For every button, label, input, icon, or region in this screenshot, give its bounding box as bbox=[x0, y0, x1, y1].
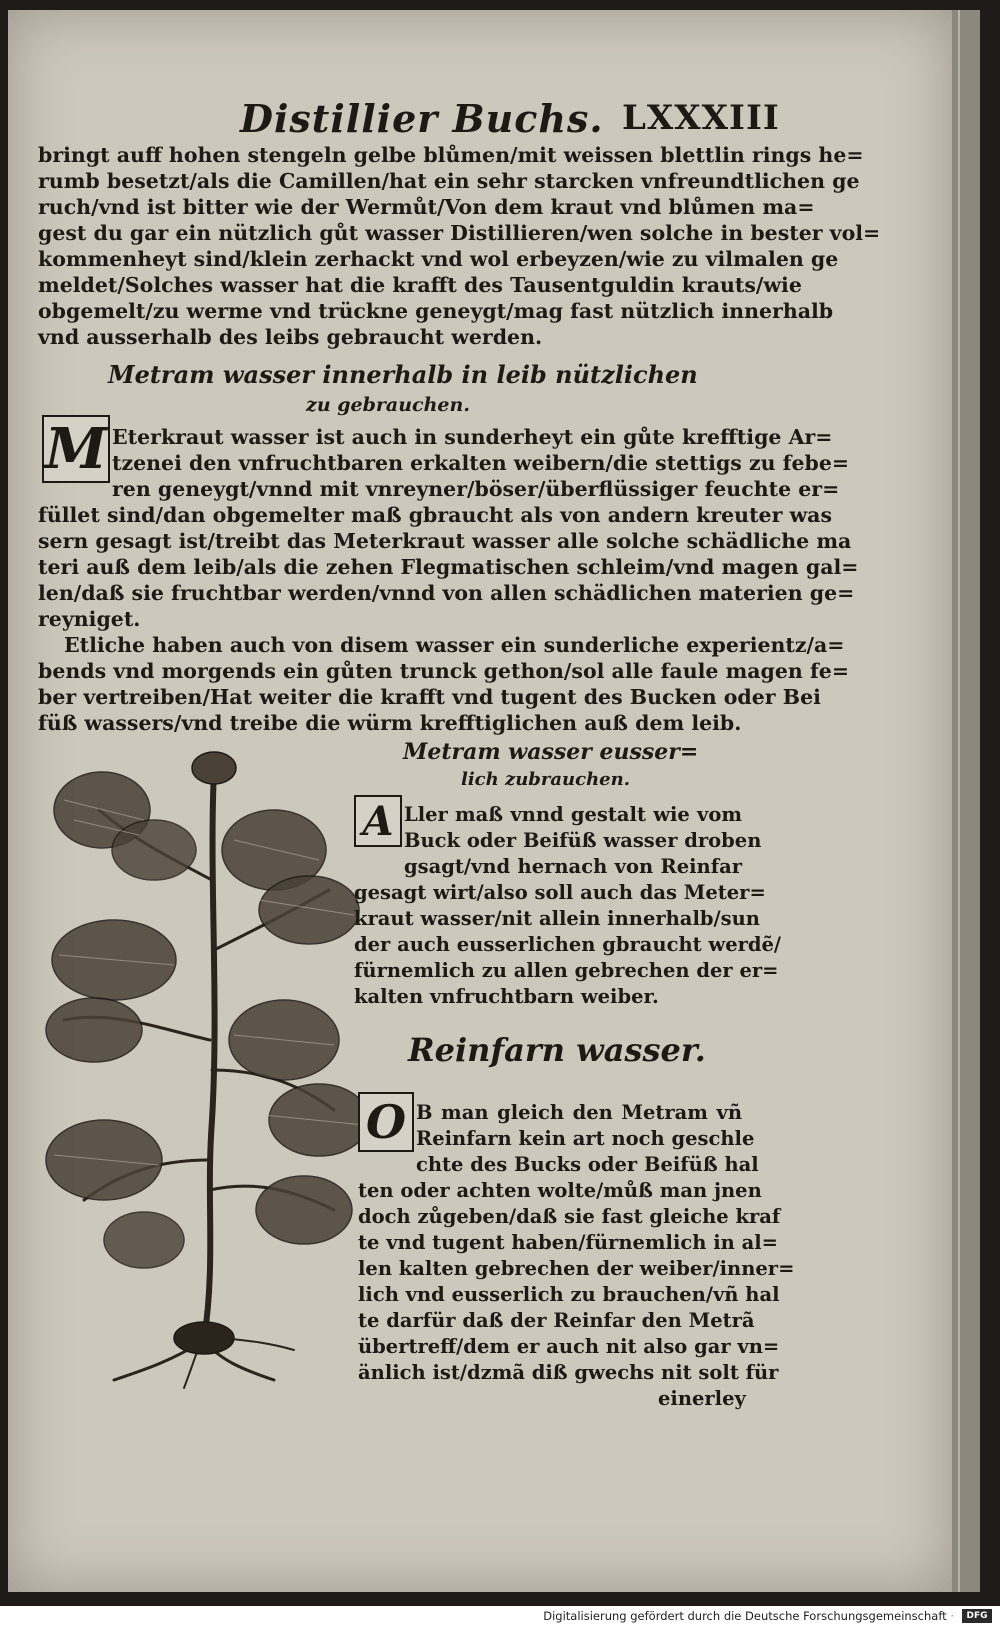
text-line: ruch/vnd ist bitter wie der Wermůt/Von dem kraut vnd blůmen ma= bbox=[38, 195, 815, 219]
text-line: doch zůgeben/daß sie fast gleiche kraf bbox=[358, 1205, 781, 1228]
text-line: te darfür daß der Reinfar den Metrã bbox=[358, 1309, 755, 1332]
text-line: obgemelt/zu werme vnd trückne geneygt/mag fast nützlich innerhalb bbox=[38, 299, 834, 323]
leaf bbox=[104, 1212, 184, 1268]
catchword-text: einerley bbox=[658, 1387, 746, 1410]
heading-line: Reinfarn wasser. bbox=[408, 1031, 706, 1069]
catchword bbox=[658, 1386, 746, 1412]
text-line: gest du gar ein nützlich gůt wasser Distillieren/wen solche in bester vol= bbox=[38, 221, 881, 245]
text-line: te vnd tugent haben/fürnemlich in al= bbox=[358, 1231, 778, 1254]
text-line: Eterkraut wasser ist auch in sunderheyt ein gůte krefftige Ar= bbox=[112, 425, 833, 449]
drop-capital-letter: O bbox=[365, 1095, 407, 1149]
text-line: fürnemlich zu allen gebrechen der er= bbox=[354, 959, 779, 982]
section2-paragraph-indented bbox=[404, 802, 762, 880]
text-line: Reinfarn kein art noch geschle bbox=[416, 1127, 755, 1150]
intro-paragraph bbox=[38, 142, 881, 350]
book-page bbox=[8, 10, 952, 1592]
text-line: len kalten gebrechen der weiber/inner= bbox=[358, 1257, 795, 1280]
text-line: gsagt/vnd hernach von Reinfar bbox=[404, 855, 742, 878]
section-heading-metram-inner bbox=[108, 360, 698, 420]
text-line: meldet/Solches wasser hat die krafft des Tausentguldin krauts/wie bbox=[38, 273, 802, 297]
text-line: ber vertreiben/Hat weiter die krafft vnd tugent des Bucken oder Bei bbox=[38, 685, 821, 709]
text-line: der auch eusserlichen gbraucht werdẽ/ bbox=[354, 933, 782, 956]
digitization-footer bbox=[0, 1606, 1000, 1627]
text-line: teri auß dem leib/als die zehen Flegmatischen schleim/vnd magen gal= bbox=[38, 555, 859, 579]
heading-line: Metram wasser innerhalb in leib nützlichen bbox=[108, 360, 698, 389]
text-line: Buck oder Beifüß wasser droben bbox=[404, 829, 762, 852]
text-line: sern gesagt ist/treibt das Meterkraut wasser alle solche schädliche ma bbox=[38, 529, 852, 553]
text-line: übertreff/dem er auch nit also gar vn= bbox=[358, 1335, 780, 1358]
text-line: B man gleich den Metram vñ bbox=[416, 1101, 742, 1124]
section2-paragraph bbox=[354, 880, 782, 1010]
leaf bbox=[256, 1176, 352, 1244]
text-line: ren geneygt/vnnd mit vnreyner/böser/überflüssiger feuchte er= bbox=[112, 477, 840, 501]
text-line: vnd ausserhalb des leibs gebraucht werden. bbox=[38, 325, 543, 349]
drop-capital-letter: A bbox=[362, 797, 394, 845]
page-edge-strip bbox=[952, 10, 980, 1592]
text-line: Ller maß vnnd gestalt wie vom bbox=[404, 803, 742, 826]
text-line: len/daß sie fruchtbar werden/vnnd von allen schädlichen materien ge= bbox=[38, 581, 855, 605]
section1-paragraph bbox=[38, 502, 859, 632]
drop-capital-letter: M bbox=[45, 416, 107, 482]
section1-paragraph-indented bbox=[112, 424, 850, 502]
section-heading-metram-outer bbox=[403, 738, 699, 794]
leaf bbox=[46, 998, 142, 1062]
text-line: ten oder achten wolte/můß man jnen bbox=[358, 1179, 762, 1202]
heading-line: lich zubrauchen. bbox=[461, 769, 630, 790]
plant-stem bbox=[204, 770, 215, 1340]
text-line: kommenheyt sind/klein zerhackt vnd wol erbeyzen/wie zu vilmalen ge bbox=[38, 247, 839, 271]
root-crown bbox=[174, 1322, 234, 1354]
dfg-logo: DFG bbox=[962, 1609, 992, 1623]
text-line: reyniget. bbox=[38, 607, 141, 631]
drop-capital-a bbox=[354, 795, 402, 847]
funding-notice-text: Digitalisierung gefördert durch die Deutsche Forschungsgemeinschaft bbox=[543, 1609, 947, 1623]
section-heading-reinfarn bbox=[408, 1030, 706, 1070]
text-line: bends vnd morgends ein gůten trunck gethon/sol alle faule magen fe= bbox=[38, 659, 850, 683]
drop-capital-m bbox=[42, 415, 110, 483]
text-line: gesagt wirt/also soll auch das Meter= bbox=[354, 881, 766, 904]
section1-paragraph-2 bbox=[38, 632, 850, 736]
text-line: rumb besetzt/als die Camillen/hat ein sehr starcken vnfreundtlichen ge bbox=[38, 169, 860, 193]
heading-line: Metram wasser eusser= bbox=[403, 739, 699, 765]
tansy-plant-woodcut-illustration bbox=[44, 740, 374, 1390]
text-line: änlich ist/dzmã diß gwechs nit solt für bbox=[358, 1361, 779, 1384]
text-line: füllet sind/dan obgemelter maß gbraucht als von andern kreuter was bbox=[38, 503, 833, 527]
funding-notice: Digitalisierung gefördert durch die Deutsche Forschungsgemeinschaft · bbox=[543, 1609, 954, 1623]
text-line: tzenei den vnfruchtbaren erkalten weibern/die stettigs zu febe= bbox=[112, 451, 850, 475]
text-line: lich vnd eusserlich zu brauchen/vñ hal bbox=[358, 1283, 780, 1306]
folio-number: LXXXIII bbox=[622, 98, 780, 138]
text-line: füß wassers/vnd treibe die würm krefftiglichen auß dem leib. bbox=[38, 711, 742, 735]
text-line: bringt auff hohen stengeln gelbe blůmen/mit weissen blettlin rings he= bbox=[38, 143, 864, 167]
text-line: kalten vnfruchtbarn weiber. bbox=[354, 985, 659, 1008]
heading-line: zu gebrauchen. bbox=[306, 394, 470, 416]
drop-capital-o bbox=[358, 1092, 414, 1152]
running-head bbox=[8, 96, 952, 146]
text-line: chte des Bucks oder Beifüß hal bbox=[416, 1153, 759, 1176]
running-head-title: Distillier Buchs. bbox=[240, 96, 604, 141]
leaf bbox=[112, 820, 196, 880]
text-line: kraut wasser/nit allein innerhalb/sun bbox=[354, 907, 760, 930]
section3-paragraph bbox=[358, 1178, 795, 1386]
flower-cluster bbox=[192, 752, 236, 784]
text-line: Etliche haben auch von disem wasser ein sunderliche experientz/a= bbox=[64, 633, 845, 657]
leaf bbox=[259, 876, 359, 944]
section3-paragraph-indented bbox=[416, 1100, 759, 1178]
